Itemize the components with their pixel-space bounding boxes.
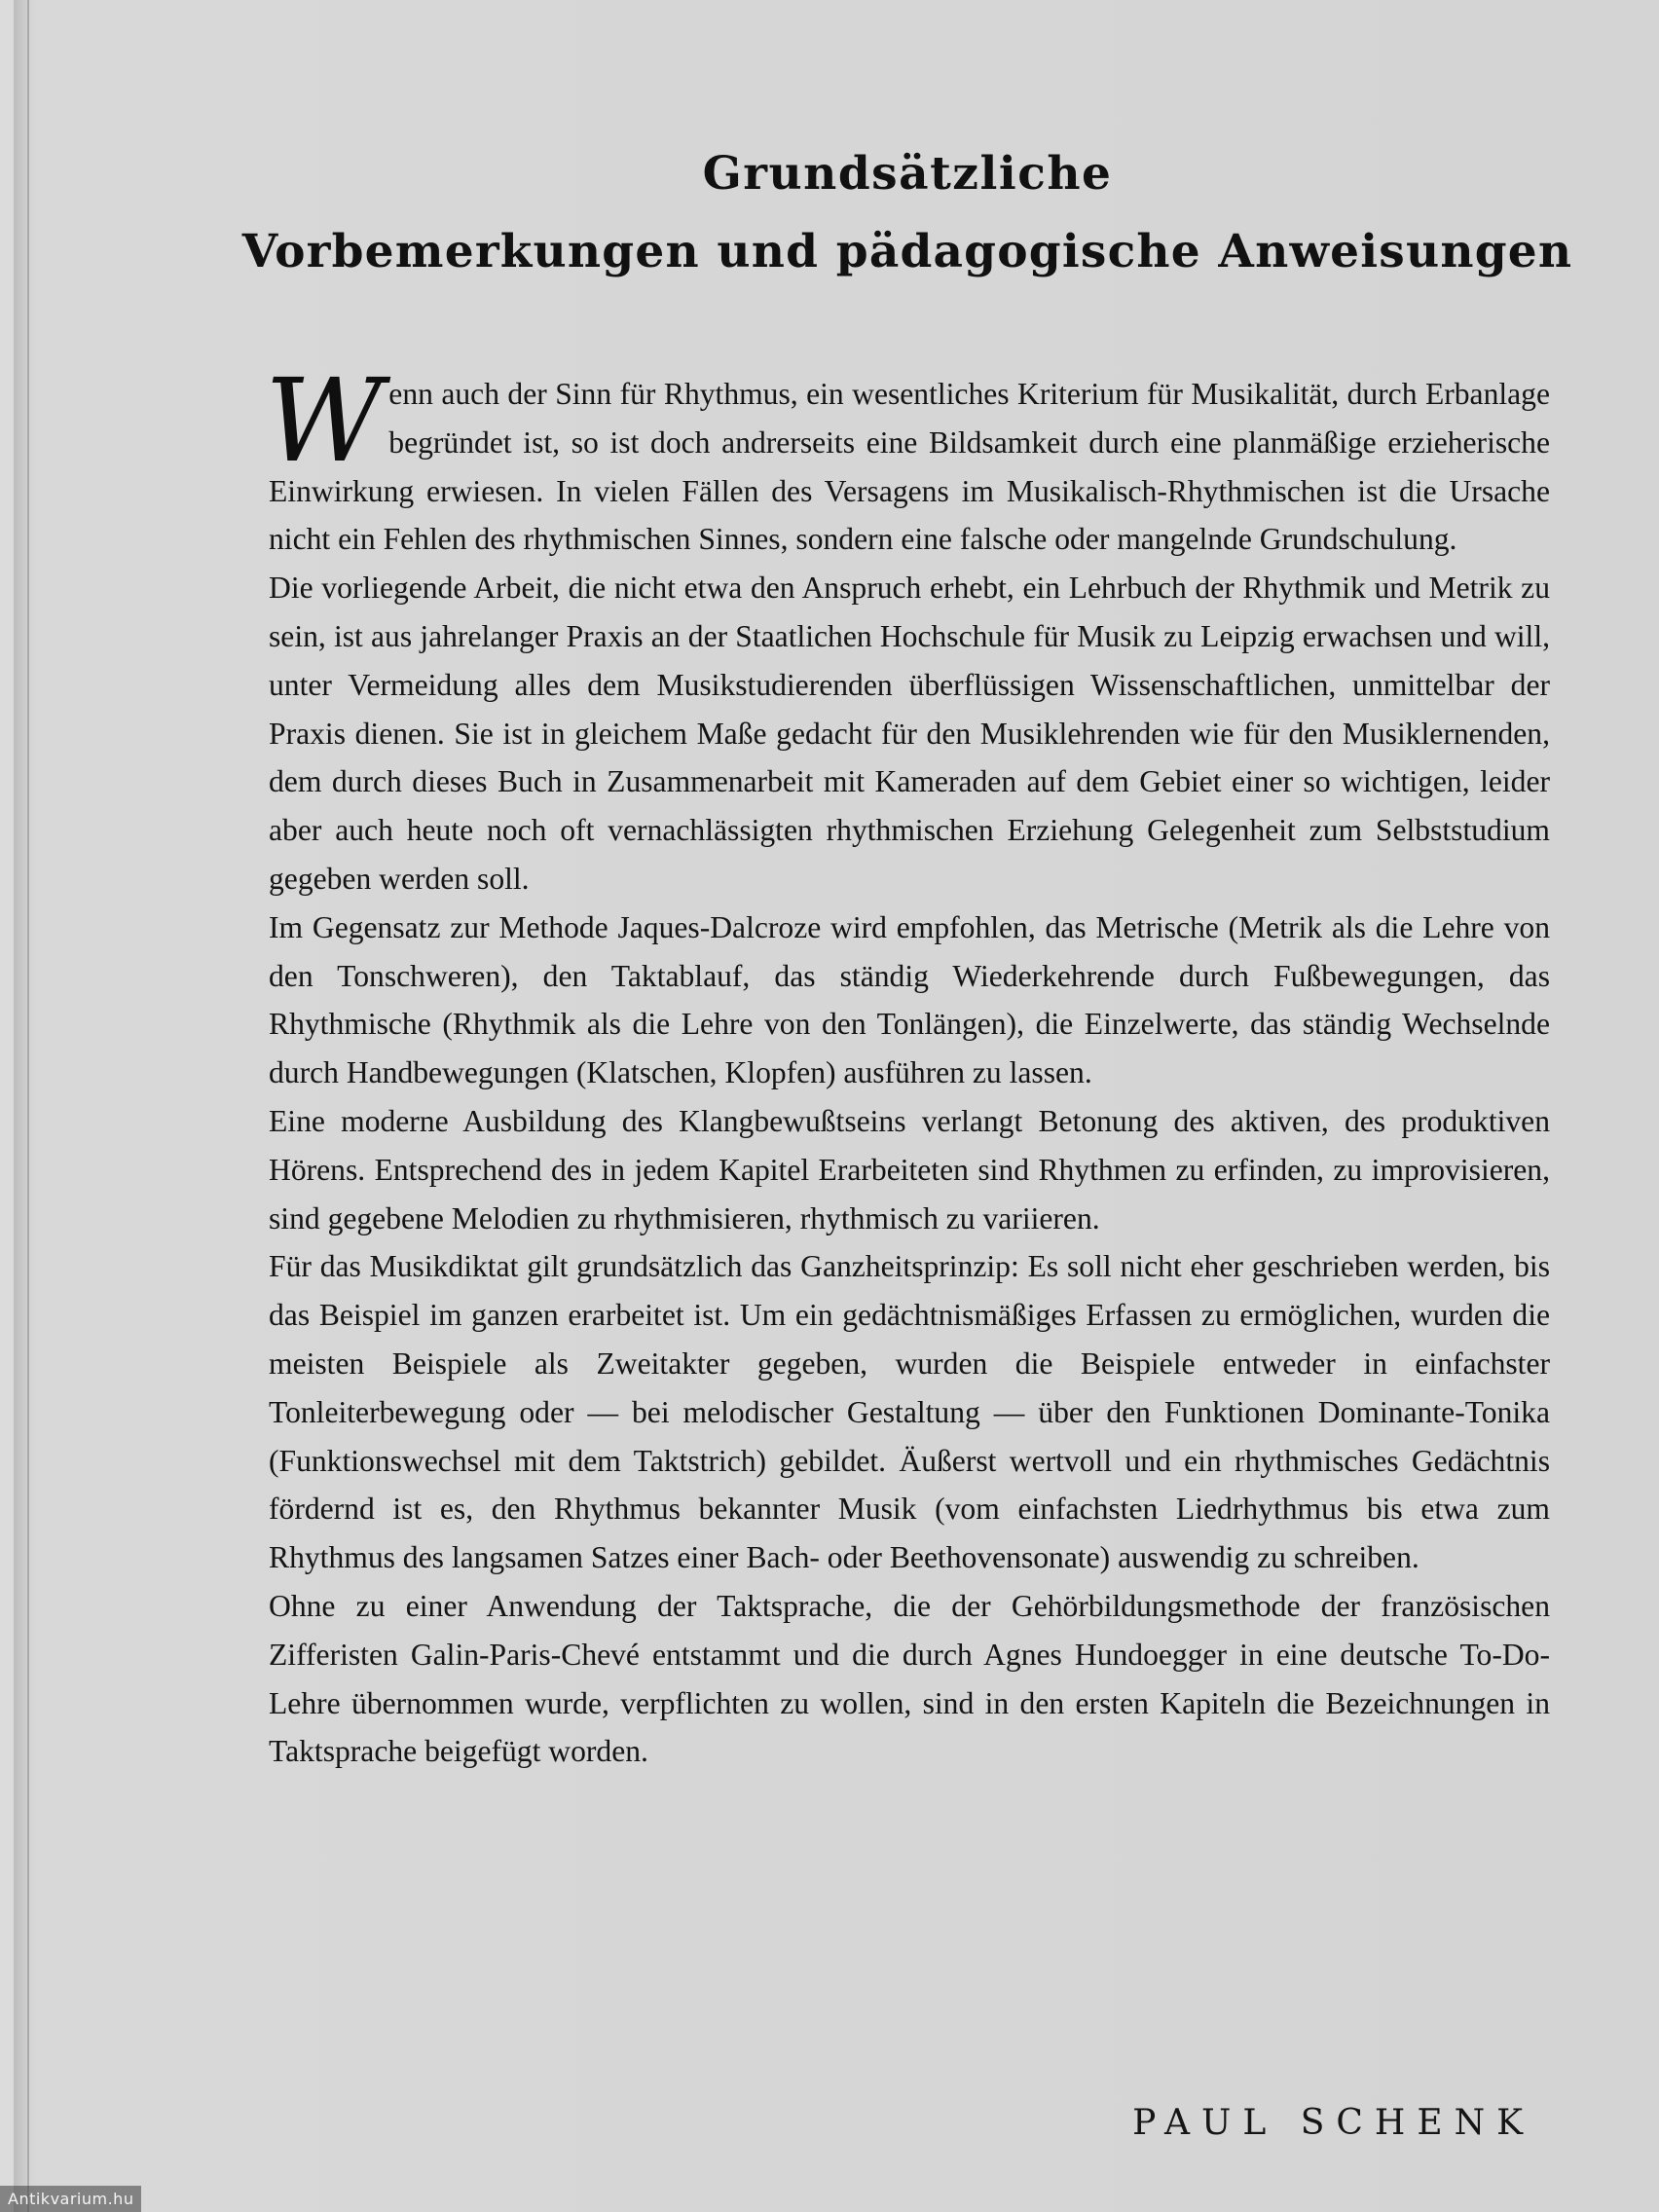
page-title (0, 135, 1659, 291)
paragraph-4: Eine moderne Ausbildung des Klangbewußtseins verlangt Betonung des aktiven, des produktiven Hörens. Entsprechend des in jedem Kapitel Erarbeiteten sind Rhythmen zu erfinden, zu improvisieren, sind gegebene Melodien zu rhythmisieren, rhythmisch zu variieren. (269, 1103, 1550, 1235)
paragraph-5: Für das Musikdiktat gilt grundsätzlich das Ganzheitsprinzip: Es soll nicht eher geschrieben werden, bis das Beispiel im ganzen erarbeitet ist. Um ein gedächtnismäßiges Erfassen zu ermöglichen, wurden die meisten Beispiele als Zweitakter gegeben, wurden die Beispiele entweder in einfachster Tonleiterbewegung oder — bei melodischer Gestaltung — über den Funktionen Dominante-Tonika (Funktionswechsel mit dem Taktstrich) gebildet. Äußerst wertvoll und ein rhythmisches Gedächtnis fördernd ist es, den Rhythmus bekannter Musik (vom einfachsten Liedrhythmus bis etwa zum Rhythmus des langsamen Satzes einer Bach- oder Beethovensonate) auswendig zu schreiben. (269, 1249, 1550, 1575)
body-text (265, 353, 1550, 1776)
paragraph-6: Ohne zu einer Anwendung der Taktsprache, die der Gehörbildungsmethode der französischen Zifferisten Galin-Paris-Chevé entstammt und die durch Agnes Hundoegger in eine deutsche To-Do-Lehre übernommen wurde, verpflichten zu wollen, sind in den ersten Kapiteln die Bezeichnungen in Taktsprache beigefügt worden. (269, 1588, 1550, 1769)
paragraph-1 (265, 353, 1550, 564)
paragraph-1-text: enn auch der Sinn für Rhythmus, ein wesentliches Kriterium für Musikalität, durch Erbanlage begründet ist, so ist doch andrerseits eine Bildsamkeit durch eine planmäßige erzieherische Einwirkung erwiesen. In vielen Fällen des Versagens im Musikalisch-Rhythmischen ist die Ursache nicht ein Fehlen des rhythmischen Sinnes, sondern eine falsche oder mangelnde Grundschulung. (269, 377, 1550, 557)
paragraph-2: Die vorliegende Arbeit, die nicht etwa den Anspruch erhebt, ein Lehrbuch der Rhythmik und Metrik zu sein, ist aus jahrelanger Praxis an der Staatlichen Hochschule für Musik zu Leipzig erwachsen und will, unter Vermeidung alles dem Musikstudierenden überflüssigen Wissenschaftlichen, unmittelbar der Praxis dienen. Sie ist in gleichem Maße gedacht für den Musiklehrenden wie für den Musiklernenden, dem durch dieses Buch in Zusammenarbeit mit Kameraden auf dem Gebiet einer so wichtigen, leider aber auch heute noch oft vernachlässigten rhythmischen Erziehung Gelegenheit zum Selbststudium gegeben werden soll. (269, 571, 1550, 896)
page-edge (14, 0, 29, 2212)
watermark: Antikvarium.hu (0, 2186, 141, 2212)
paragraph-3: Im Gegensatz zur Methode Jaques-Dalcroze wird empfohlen, das Metrische (Metrik als die Lehre von den Tonschweren), den Taktablauf, das ständig Wiederkehrende durch Fußbewegungen, das Rhythmische (Rhythmik als die Lehre von den Tonlängen), die Einzelwerte, das ständig Wechselnde durch Handbewegungen (Klatschen, Klopfen) ausführen zu lassen. (269, 909, 1550, 1090)
title-line-2: Vorbemerkungen und pädagogische Anweisungen (241, 225, 1573, 279)
author-signature: PAUL SCHENK (1132, 2103, 1534, 2143)
title-line-1: Grundsätzliche (702, 147, 1113, 202)
drop-cap: W (265, 353, 384, 488)
